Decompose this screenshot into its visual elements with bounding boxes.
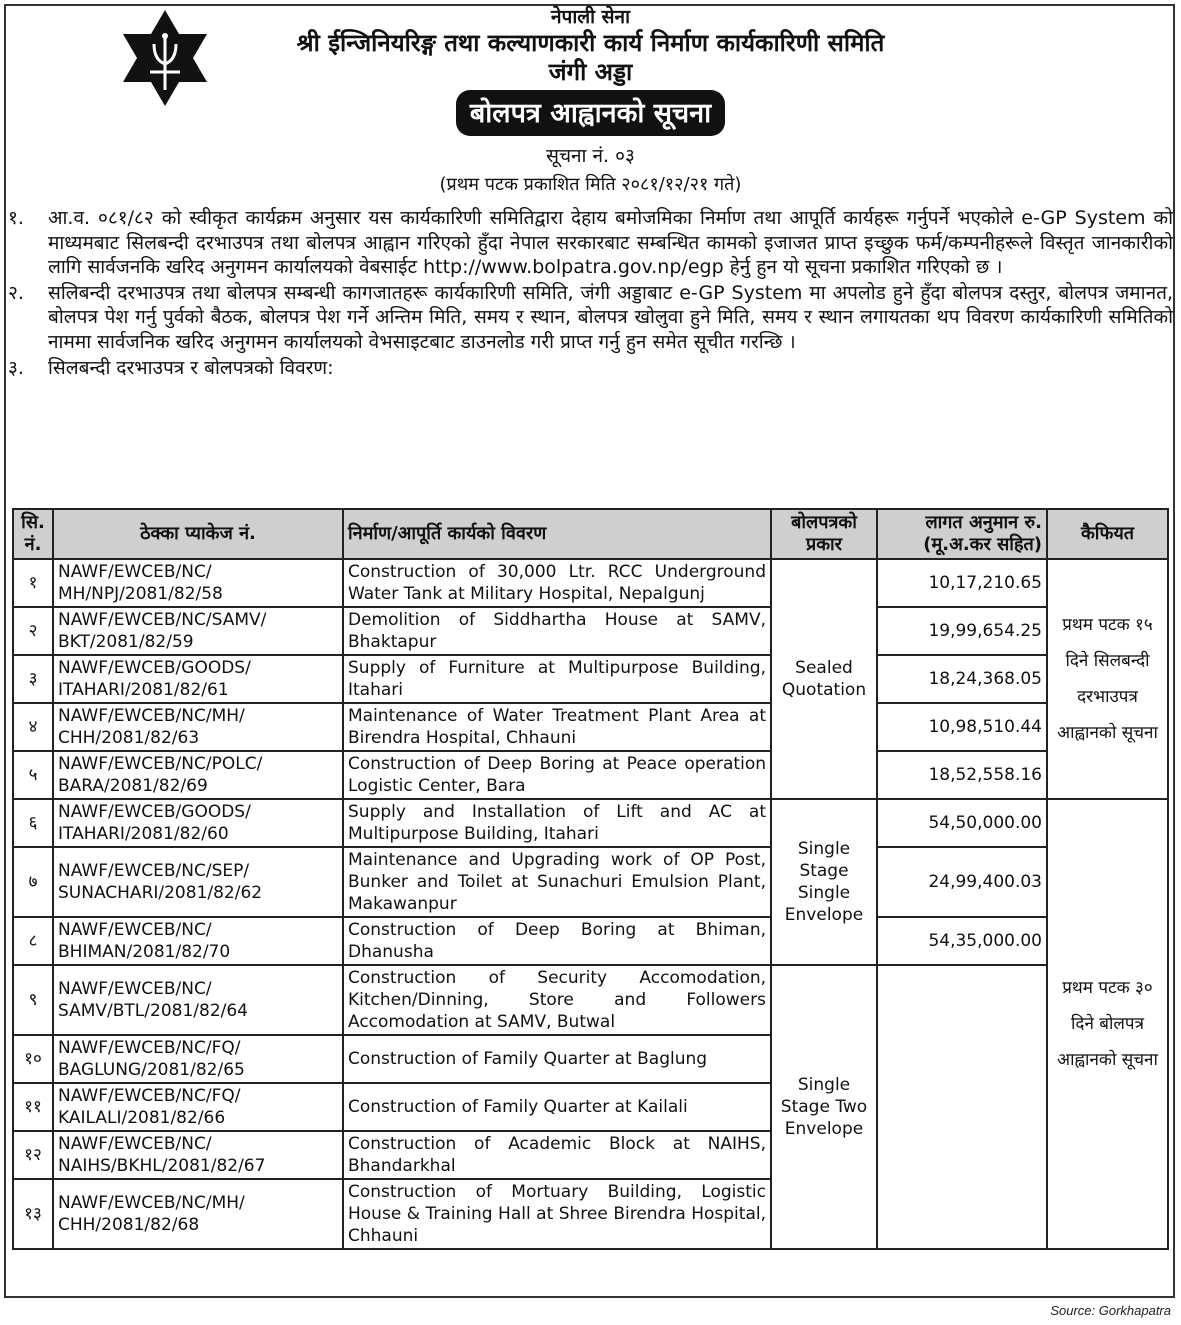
cell-cost: 24,99,400.03 [877, 847, 1047, 917]
cell-sn: ५ [13, 751, 53, 799]
publication-date: (प्रथम पटक प्रकाशित मिति २०८१/१२/२१ गते) [439, 174, 742, 196]
cell-remarks-group: प्रथम पटक ३० दिने बोलपत्र आह्वानको सूचना [1047, 799, 1168, 1249]
notice-header [0, 6, 1181, 196]
cell-package [53, 607, 343, 655]
cell-package [53, 1083, 343, 1131]
cell-type-group: Single Stage Two Envelope [771, 965, 877, 1249]
cell-sn: ४ [13, 703, 53, 751]
package-line: BARA/2081/82/69 [58, 776, 208, 796]
cell-sn: १० [13, 1035, 53, 1083]
package-line: NAWF/EWCEB/NC/ [58, 562, 212, 582]
package-line: NAWF/EWCEB/NC/MH/ [58, 706, 245, 726]
tender-table [12, 508, 1169, 1250]
cell-cost: 19,99,654.25 [877, 607, 1047, 655]
package-line: ITAHARI/2081/82/60 [58, 824, 229, 844]
cell-description: Construction of Family Quarter at Baglung [343, 1035, 771, 1083]
cell-type-group: Sealed Quotation [771, 559, 877, 799]
paragraph-number: १. [8, 207, 24, 229]
package-line: CHH/2081/82/63 [58, 728, 200, 748]
cell-cost: 54,35,000.00 [877, 917, 1047, 965]
package-line: NAWF/EWCEB/NC/ [58, 1134, 212, 1154]
table-header-row [13, 509, 1168, 559]
package-line: NAWF/EWCEB/NC/ [58, 920, 212, 940]
cell-sn: २ [13, 607, 53, 655]
cell-sn: ११ [13, 1083, 53, 1131]
table-row [13, 965, 1168, 1035]
cell-description: Construction of Mortuary Building, Logistic House & Training Hall at Shree Birendra Hospital, Chhauni [343, 1179, 771, 1249]
package-line: NAWF/EWCEB/NC/MH/ [58, 1193, 245, 1213]
notice-body [8, 206, 1173, 381]
header-remarks: कैफियत [1047, 509, 1168, 559]
header-cost-line1: लागत अनुमान रु. [925, 512, 1042, 533]
package-line: KAILALI/2081/82/66 [58, 1108, 226, 1128]
cell-remarks-group: प्रथम पटक १५ दिने सिलबन्दी दरभाउपत्र आह्वानको सूचना [1047, 559, 1168, 799]
cell-package [53, 751, 343, 799]
cell-sn: १२ [13, 1131, 53, 1179]
package-line: NAWF/EWCEB/NC/FQ/ [58, 1038, 241, 1058]
cell-cost: 18,52,558.16 [877, 751, 1047, 799]
cell-sn: १ [13, 559, 53, 607]
cell-sn: ८ [13, 917, 53, 965]
cell-package [53, 799, 343, 847]
package-line: BKT/2081/82/59 [58, 632, 194, 652]
header-sn: सि. नं. [13, 509, 53, 559]
package-line: BAGLUNG/2081/82/65 [58, 1060, 245, 1080]
cell-package [53, 655, 343, 703]
cell-package [53, 1035, 343, 1083]
table-row [13, 917, 1168, 965]
table-row [13, 847, 1168, 917]
package-line: NAWF/EWCEB/NC/SEP/ [58, 861, 250, 881]
committee-name: श्री ईन्जिनियरिङ्ग तथा कल्याणकारी कार्य निर्माण कार्यकारिणी समिति [296, 28, 885, 57]
cell-description: Construction of Deep Boring at Bhiman, Dhanusha [343, 917, 771, 965]
cell-package [53, 559, 343, 607]
package-line: NAWF/EWCEB/NC/ [58, 979, 212, 999]
paragraph-text: सलिबन्दी दरभाउपत्र तथा बोलपत्र सम्बन्धी कागजातहरू कार्यकारिणी समिति, जंगी अड्डाबाट e-GP System मा अपलोड हुने हुँदा बोलपत्र दस्तुर, बोलपत्र जमानत, बोलपत्र पेश गर्नु पुर्वको बैठक, बोलपत्र पेश गर्ने अन्तिम मिति, समय र स्थान, बोलपत्र खोलुवा हुने मिति, समय र स्थान लगायतका थप विवरण कार्यकारिणी समितिको नाममा सार्वजनिक खरिद अनुगमन कार्यालयको वेभसाइटबाट डाउनलोड गरी प्राप्त गर्नु हुन समेत सूचीत गरन्छि । [48, 281, 1173, 353]
cell-description: Demolition of Siddhartha House at SAMV, Bhaktapur [343, 607, 771, 655]
cell-description: Construction of Deep Boring at Peace operation Logistic Center, Bara [343, 751, 771, 799]
cell-package [53, 703, 343, 751]
package-line: NAWF/EWCEB/GOODS/ [58, 802, 251, 822]
header-description: निर्माण/आपूर्ति कार्यको विवरण [343, 509, 771, 559]
paragraph-number: २. [8, 281, 24, 304]
package-line: NAWF/EWCEB/NC/SAMV/ [58, 610, 267, 630]
cell-package [53, 965, 343, 1035]
cell-description: Supply of Furniture at Multipurpose Building, Itahari [343, 655, 771, 703]
cell-cost: 10,98,510.44 [877, 703, 1047, 751]
cell-cost-empty [877, 965, 1047, 1249]
cell-description: Maintenance of Water Treatment Plant Area at Birendra Hospital, Chhauni [343, 703, 771, 751]
cell-sn: ९ [13, 965, 53, 1035]
package-line: CHH/2081/82/68 [58, 1215, 200, 1235]
cell-cost: 18,24,368.05 [877, 655, 1047, 703]
paragraph-text: सिलबन्दी दरभाउपत्र र बोलपत्रको विवरण: [48, 356, 334, 379]
cell-description: Construction of Academic Block at NAIHS, Bhandarkhal [343, 1131, 771, 1179]
paragraph [8, 206, 1173, 280]
cell-package [53, 847, 343, 917]
package-line: SUNACHARI/2081/82/62 [58, 883, 263, 903]
package-line: BHIMAN/2081/82/70 [58, 942, 231, 962]
paragraph [8, 281, 1173, 355]
package-line: NAWF/EWCEB/NC/POLC/ [58, 754, 263, 774]
cell-description: Maintenance and Upgrading work of OP Post, Bunker and Toilet at Sunachuri Emulsion Plant, Makawanpur [343, 847, 771, 917]
cell-type-group: Single Stage Single Envelope [771, 799, 877, 965]
cell-package [53, 1179, 343, 1249]
cell-cost: 54,50,000.00 [877, 799, 1047, 847]
package-line: SAMV/BTL/2081/82/64 [58, 1001, 248, 1021]
cell-description: Construction of Security Accomodation, Kitchen/Dinning, Store and Followers Accomodation at SAMV, Butwal [343, 965, 771, 1035]
package-line: NAWF/EWCEB/NC/FQ/ [58, 1086, 241, 1106]
notice-number: सूचना नं. ०३ [546, 145, 635, 168]
table-row [13, 751, 1168, 799]
header-package: ठेक्का प्याकेज नं. [53, 509, 343, 559]
package-line: NAIHS/BKHL/2081/82/67 [58, 1156, 266, 1176]
cell-sn: ७ [13, 847, 53, 917]
table-row [13, 607, 1168, 655]
package-line: NAWF/EWCEB/GOODS/ [58, 658, 251, 678]
org-name: नेपाली सेना [551, 6, 630, 28]
package-line: MH/NPJ/2081/82/58 [58, 584, 223, 604]
cell-sn: १३ [13, 1179, 53, 1249]
cell-cost: 10,17,210.65 [877, 559, 1047, 607]
table-row [13, 799, 1168, 847]
cell-description: Construction of 30,000 Ltr. RCC Underground Water Tank at Military Hospital, Nepalgunj [343, 559, 771, 607]
cell-package [53, 917, 343, 965]
paragraph-number: ३. [8, 356, 24, 379]
paragraph [8, 356, 1173, 381]
cell-sn: ३ [13, 655, 53, 703]
paragraph-text: आ.व. ०८१/८२ को स्वीकृत कार्यक्रम अनुसार यस कार्यकारिणी समितिद्वारा देहाय बमोजमिका निर्माण तथा आपूर्ति कार्यहरू गर्नुपर्ने भएकोले e-GP System को माध्यमबाट सिलबन्दी दरभाउपत्र तथा बोलपत्र आह्वान गरिएको हुँदा नेपाल सरकारबाट सम्बन्धित कामको इजाजत प्राप्त इच्छुक फर्म/कम्पनीहरूले विस्तृत जानकारीको लागि सार्वजनकि खरिद अनुगमन कार्यालयको वेबसाईट http://www.bolpatra.gov.np/egp हेर्नु हुन यो सूचना प्रकाशित गरिएको छ । [48, 207, 1173, 279]
table-row [13, 655, 1168, 703]
table-row [13, 559, 1168, 607]
cell-package [53, 1131, 343, 1179]
cell-sn: ६ [13, 799, 53, 847]
cell-description: Construction of Family Quarter at Kailali [343, 1083, 771, 1131]
notice-title: बोलपत्र आह्वानको सूचना [456, 90, 725, 136]
cell-description: Supply and Installation of Lift and AC at Multipurpose Building, Itahari [343, 799, 771, 847]
header-cost-line2: (मू.अ.कर सहित) [923, 534, 1042, 555]
header-type: बोलपत्रको प्रकार [771, 509, 877, 559]
package-line: ITAHARI/2081/82/61 [58, 680, 229, 700]
source-credit: Source: Gorkhapatra [1050, 1303, 1171, 1318]
table-row [13, 703, 1168, 751]
header-cost [877, 509, 1047, 559]
office-name: जंगी अड्डा [548, 57, 633, 86]
